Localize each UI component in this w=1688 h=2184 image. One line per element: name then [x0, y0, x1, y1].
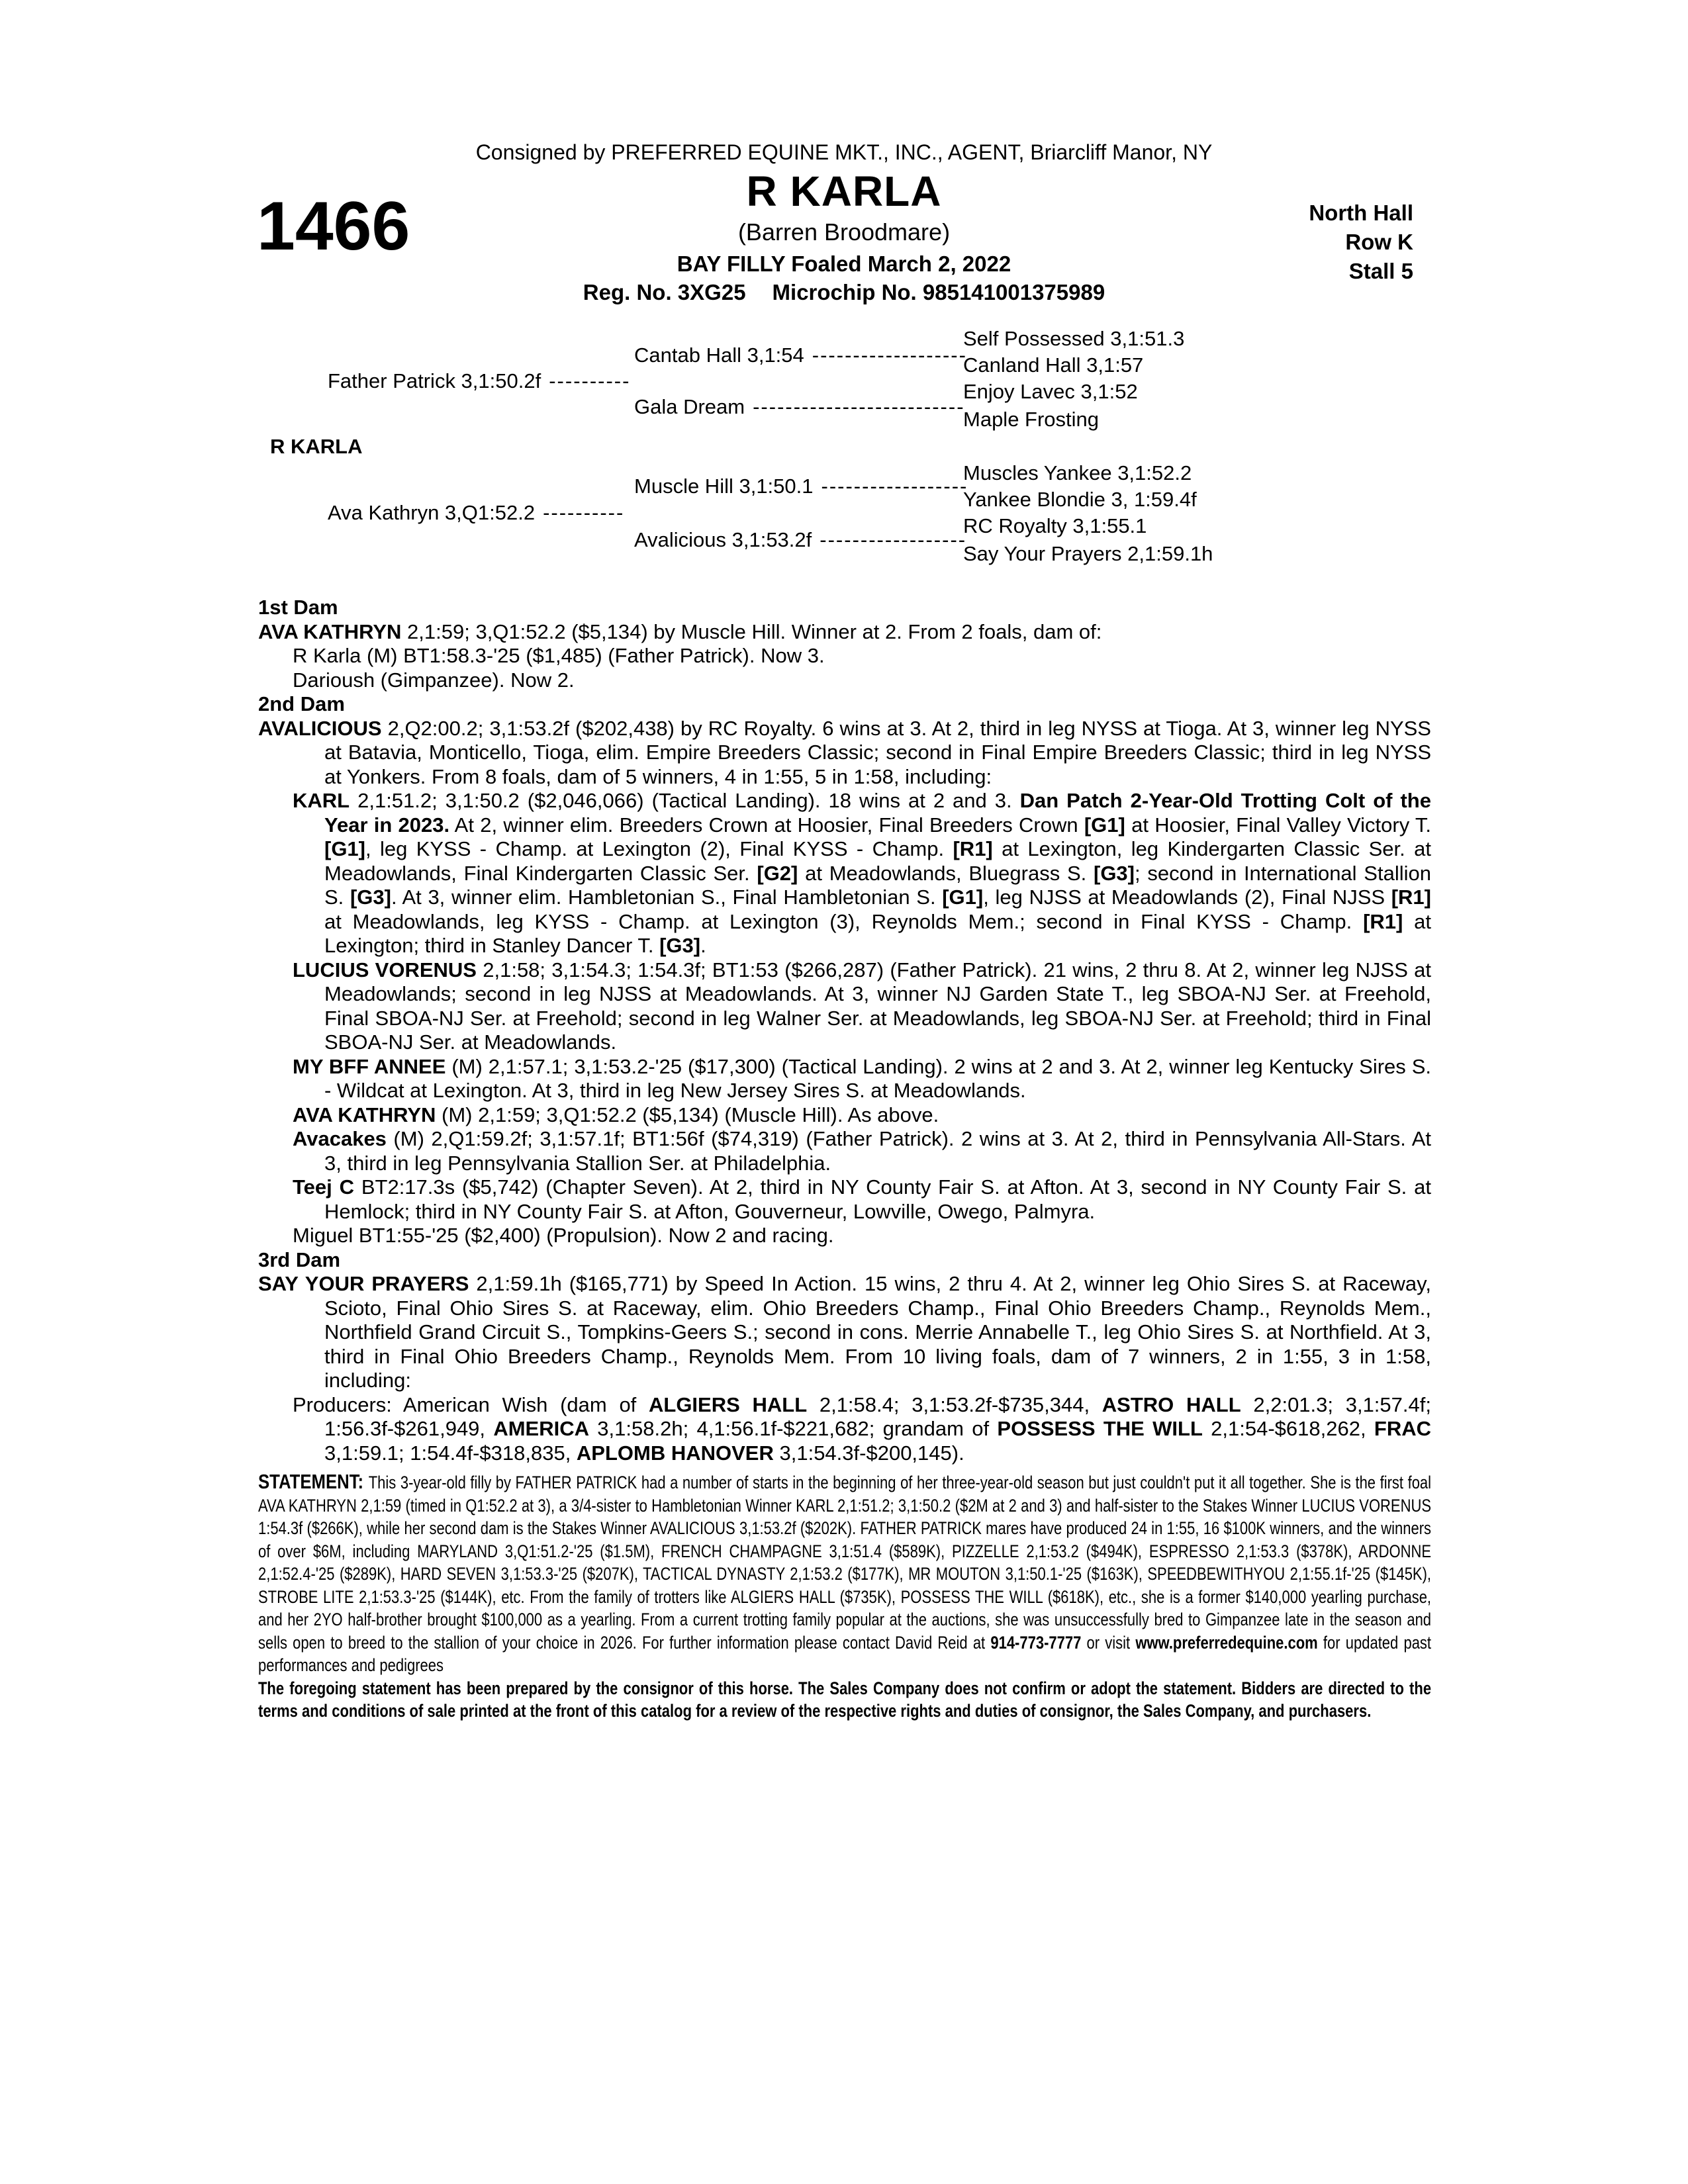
pedigree-gen3-entry: Canland Hall 3,1:57 [963, 353, 1144, 377]
pedigree-sire-sire-name: Cantab Hall 3,1:54 [634, 343, 804, 367]
statement-block [258, 1471, 1431, 1723]
pedigree-dam-dam-name: Avalicious 3,1:53.2f [634, 528, 812, 551]
pedigree-gen3-entry: Self Possessed 3,1:51.3 [963, 327, 1185, 350]
third-dam-paragraph: SAY YOUR PRAYERS 2,1:59.1h ($165,771) by Speed In Action. 15 wins, 2 thru 4. At 2, winner leg Ohio Sires S. at Raceway, Scioto, Final Ohio Sires S. at Raceway, elim. Ohio Breeders Champ., Final Ohio Breeders Champ., Reynolds Mem., Northfield Grand Circuit S., Tompkins-Geers S.; second in cons. Merrie Annabelle T., leg Ohio Sires S. at Northfield. At 3, third in Final Ohio Breeders Champ., Reynolds Mem. From 10 living foals, dam of 7 winners, 2 in 1:55, 3 in 1:58, including: [258, 1272, 1431, 1392]
microchip-number: Microchip No. 985141001375989 [772, 280, 1105, 304]
foal-entry: LUCIUS VORENUS 2,1:58; 3,1:54.3; 1:54.3f; BT1:53 ($266,287) (Father Patrick). 21 wins, 2 thru 8. At 2, winner leg NJSS at Meadowlands; second in leg NJSS at Meadowlands. At 3, winner NJ Garden State T., leg SBOA-NJ Ser. at Freehold, Final SBOA-NJ Ser. at Freehold; second in leg Walner Ser. at Meadowlands, leg SBOA-NJ Ser. at Freehold; third in Final SBOA-NJ Ser. at Meadowlands. [293, 958, 1431, 1054]
pedigree-gen3-entry: Yankee Blondie 3, 1:59.4f [963, 488, 1197, 511]
consignor-line: Consigned by PREFERRED EQUINE MKT., INC., AGENT, Briarcliff Manor, NY [475, 140, 1213, 164]
first-dam-paragraph: AVA KATHRYN 2,1:59; 3,Q1:52.2 ($5,134) by Muscle Hill. Winner at 2. From 2 foals, dam of: [258, 619, 1102, 643]
producers-paragraph: Producers: American Wish (dam of ALGIERS HALL 2,1:58.4; 3,1:53.2f-$735,344, ASTRO HALL 2,2:01.3; 3,1:57.4f; 1:56.3f-$261,949, AMERICA 3,1:58.2h; 4,1:56.1f-$221,682; grandam of POSSESS THE WILL 2,1:54-$618,262, FRAC 3,1:59.1; 1:54.4f-$318,835, APLOMB HANOVER 3,1:54.3f-$200,145). [293, 1392, 1431, 1465]
pedigree-gen3-entry: Enjoy Lavec 3,1:52 [963, 380, 1138, 403]
pedigree-dam-sire-name: Muscle Hill 3,1:50.1 [634, 475, 814, 498]
stall-location-block [1309, 199, 1413, 286]
pedigree-connector: ---------- [549, 369, 631, 392]
consignor-statement: STATEMENT: This 3-year-old filly by FATHER PATRICK had a number of starts in the beginning of her three-year-old season but just couldn't put it all together. She is the first foal AVA KATHRYN 2,1:59 (timed in Q1:52.2 at 3), a 3/4-sister to Hambletonian Winner KARL 2,1:51.2; 3,1:50.2 ($2M at 2 and 3) and half-sister to the Stakes Winner LUCIUS VORENUS 1:54.3f ($266K), while her second dam is the Stakes Winner AVALICIOUS 3,1:53.2f ($202K). FATHER PATRICK mares have produced 24 in 1:55, 16 $100K winners, and the winners of over $6M, including MARYLAND 3,Q1:51.2-'25 ($1.5M), FRENCH CHAMPAGNE 3,1:51.4 ($589K), PIZZELLE 2,1:53.2 ($494K), ESPRESSO 2,1:53.3 ($378K), ARDONNE 2,1:52.4-'25 ($289K), HARD SEVEN 3,1:53.3-'25 ($207K), TACTICAL DYNASTY 2,1:53.2 ($177K), MR MOUTON 3,1:50.1-'25 ($163K), SPEEDBEWITHYOU 2,1:55.1f-'25 ($145K), STROBE LITE 2,1:53.3-'25 ($144K), etc. From the family of trotters like ALGIERS HALL ($735K), POSSESS THE WILL ($618K), etc., she is a former $140,000 yearling purchase, and her 2YO half-brother brought $100,000 as a yearling. From a current trotting family popular at the auctions, she was unsuccessfully bred to Gimpanzee late in the season and sells open to breed to the stallion of your choice in 2026. For further information please contact David Reid at 914-773-7777 or visit www.preferredequine.com for updated past performances and pedigrees [258, 1470, 1432, 1675]
hip-number: 1466 [257, 188, 410, 265]
pedigree-connector: ---------- [543, 501, 625, 524]
pedigree-sire-sire [634, 343, 967, 367]
pedigree-subject: R KARLA [270, 435, 363, 458]
foal-entry: Avacakes (M) 2,Q1:59.2f; 3,1:57.1f; BT1:56f ($74,319) (Father Patrick). 2 wins at 3. At 2, third in Pennsylvania All-Stars. At 3, third in leg Pennsylvania Stallion Ser. at Philadelphia. [293, 1127, 1431, 1175]
foal-entry: Miguel BT1:55-'25 ($2,400) (Propulsion). Now 2 and racing. [293, 1224, 834, 1247]
foal-entry: Darioush (Gimpanzee). Now 2. [293, 668, 575, 692]
pedigree-connector: ------------------- [812, 343, 967, 367]
second-dam-paragraph: AVALICIOUS 2,Q2:00.2; 3,1:53.2f ($202,438) by RC Royalty. 6 wins at 3. At 2, third in leg NYSS at Tioga. At 3, winner leg NYSS at Batavia, Monticello, Tioga, elim. Empire Breeders Classic; second in Final Empire Breeders Classic; third in leg NYSS at Yonkers. From 8 foals, dam of 5 winners, 4 in 1:55, 5 in 1:58, including: [258, 716, 1431, 788]
pedigree-sire-dam [634, 395, 965, 419]
pedigree-dam-name: Ava Kathryn 3,Q1:52.2 [328, 501, 536, 524]
reg-number: Reg. No. 3XG25 [583, 280, 746, 304]
pedigree-gen3-entry: Say Your Prayers 2,1:59.1h [963, 542, 1213, 565]
pedigree-sire-name: Father Patrick 3,1:50.2f [328, 369, 541, 392]
pedigree-dam-sire [634, 475, 968, 498]
pedigree-connector: ------------------ [820, 528, 967, 551]
third-dam-heading: 3rd Dam [258, 1248, 341, 1271]
pedigree-dam-dam [634, 528, 966, 552]
stall-label: Stall 5 [1348, 259, 1413, 283]
pedigree-sire [328, 369, 630, 393]
broodmare-status-line: (Barren Broodmare) [737, 218, 951, 246]
pedigree-chart [258, 318, 1450, 582]
foal-entry: R Karla (M) BT1:58.3-'25 ($1,485) (Father Patrick). Now 3. [293, 644, 825, 667]
pedigree-sire-dam-name: Gala Dream [634, 395, 745, 418]
pedigree-gen3-entry: Muscles Yankee 3,1:52.2 [963, 461, 1192, 484]
pedigree-gen3-entry: Maple Frosting [963, 408, 1100, 431]
second-dam-heading: 2nd Dam [258, 692, 345, 715]
first-dam-heading: 1st Dam [258, 596, 338, 619]
foal-entry: AVA KATHRYN (M) 2,1:59; 3,Q1:52.2 ($5,134) (Muscle Hill). As above. [293, 1103, 939, 1126]
registration-line [0, 280, 1688, 305]
pedigree-dam [328, 501, 624, 525]
produce-record-text [258, 596, 1431, 1723]
pedigree-connector: -------------------------- [753, 395, 965, 418]
foaled-line: BAY FILLY Foaled March 2, 2022 [677, 251, 1011, 276]
pedigree-gen3-entry: RC Royalty 3,1:55.1 [963, 514, 1147, 537]
row-label: Row K [1345, 230, 1413, 254]
foal-entry: KARL 2,1:51.2; 3,1:50.2 ($2,046,066) (Tactical Landing). 18 wins at 2 and 3. Dan Patch 2-Year-Old Trotting Colt of the Year in 2023. At 2, winner elim. Breeders Crown at Hoosier, Final Breeders Crown [G1] at Hoosier, Final Valley Victory T. [G1], leg KYSS - Champ. at Lexington (2), Final KYSS - Champ. [R1] at Lexington, leg Kindergarten Classic Ser. at Meadowlands, Final Kindergarten Classic Ser. [G2] at Meadowlands, Bluegrass S. [G3]; second in International Stallion S. [G3]. At 3, winner elim. Hambletonian S., Final Hambletonian S. [G1], leg NJSS at Meadowlands (2), Final NJSS [R1] at Meadowlands, leg KYSS - Champ. at Lexington (3), Reynolds Mem.; second in Final KYSS - Champ. [R1] at Lexington; third in Stanley Dancer T. [G3]. [293, 789, 1431, 957]
sales-company-disclaimer: The foregoing statement has been prepared by the consignor of this horse. The Sales Company does not confirm or adopt the statement. Bidders are directed to the terms and conditions of sale printed at the front of this catalog for a review of the respective rights and duties of consignor, the Sales Company, and purchasers. [258, 1678, 1432, 1721]
horse-name-title: R KARLA [746, 167, 942, 215]
hall-label: North Hall [1309, 201, 1413, 225]
foal-entry: Teej C BT2:17.3s ($5,742) (Chapter Seven). At 2, third in NY County Fair S. at Afton. At 3, second in NY County Fair S. at Hemlock; third in NY County Fair S. at Afton, Gouverneur, Lowville, Owego, Palmyra. [293, 1175, 1431, 1223]
foal-entry: MY BFF ANNEE (M) 2,1:57.1; 3,1:53.2-'25 ($17,300) (Tactical Landing). 2 wins at 2 and 3. At 2, winner leg Kentucky Sires S. - Wildcat at Lexington. At 3, third in leg New Jersey Sires S. at Meadowlands. [293, 1054, 1432, 1102]
pedigree-connector: ------------------ [821, 475, 968, 498]
